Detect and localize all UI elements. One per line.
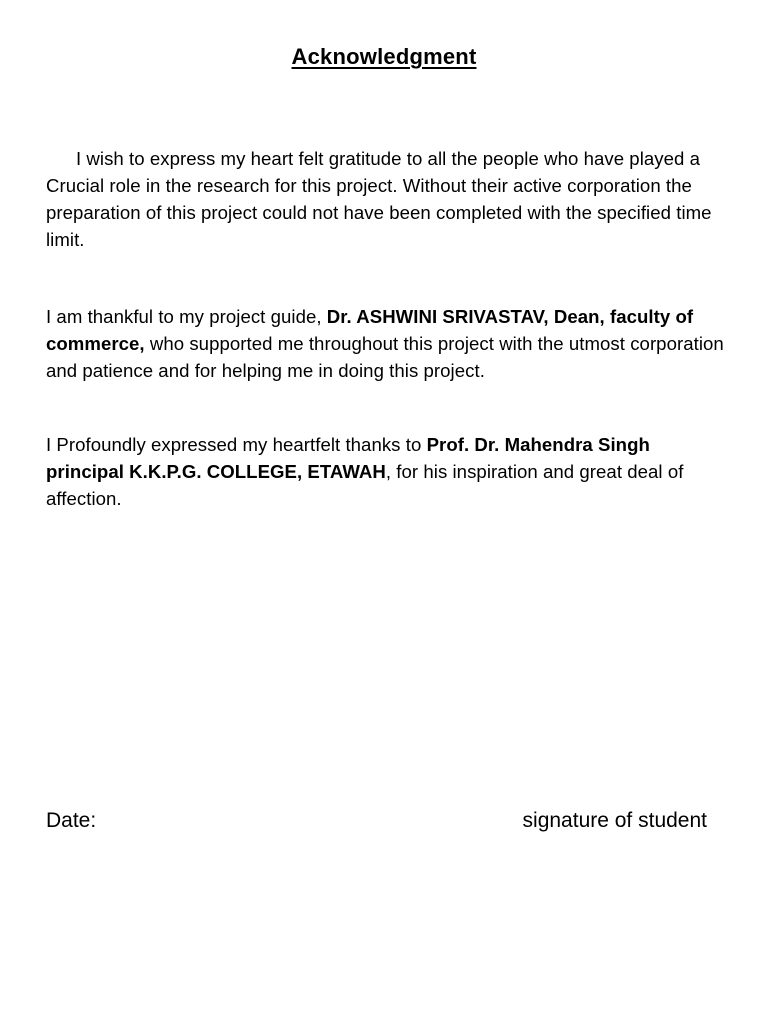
paragraph-guide-text-after: who supported me throughout this project with the utmost corporation and patience and for helping me in doing this project. <box>46 332 724 381</box>
principal-name: Prof. Dr. Mahendra Singh principal K.K.P.G. COLLEGE, ETAWAH <box>46 433 650 482</box>
date-label: Date: <box>46 809 97 832</box>
guide-name: Dr. ASHWINI SRIVASTAV, Dean, faculty of commerce, <box>46 305 694 354</box>
page-title: Acknowledgment <box>291 44 477 69</box>
paragraph-principal-text-before: I Profoundly expressed my heartfelt thanks to <box>46 433 427 455</box>
paragraph-gratitude: I wish to express my heart felt gratitude to all the people who have played a Crucial role in the research for this project. Without their active corporation the preparation of this project could not have been completed with the specified time limit. <box>46 147 712 250</box>
paragraph-principal-text-after: , for his inspiration and great deal of affection. <box>46 460 684 509</box>
signature-label: signature of student <box>522 809 707 832</box>
paragraph-guide-thanks <box>46 303 726 384</box>
paragraph-principal-thanks <box>46 431 726 512</box>
paragraph-guide-text-before: I am thankful to my project guide, <box>46 305 327 327</box>
